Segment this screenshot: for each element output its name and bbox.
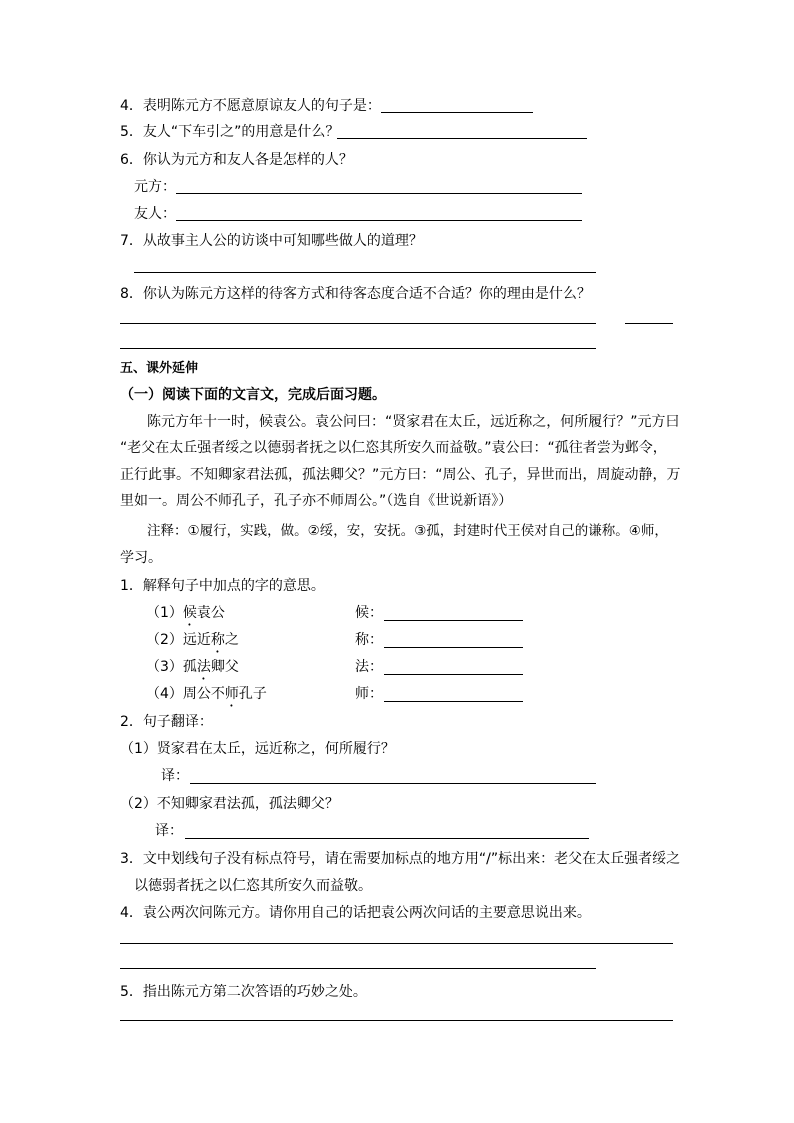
- passage-line-4: 里如一。周公不师孔子，孔子亦不师周公。”（选自《世说新语》）: [120, 493, 513, 509]
- q6-youren-label: 友人：: [134, 206, 176, 222]
- answer-line-q8-b[interactable]: [625, 323, 673, 324]
- passage-line-2: “老父在太丘强者绥之以德弱者抚之以仁恣其所安久而益敬。”袁公曰：“孤往者尝为邺令，: [120, 440, 667, 456]
- exercise-1: 1．解释句子中加点的字的意思。: [120, 578, 325, 594]
- q1-item-4: （4）周公不师孔子: [146, 686, 267, 702]
- passage-line-3: 正行此事。不知卿家君法孤，孤法卿父？”元方曰：“周公、孔子，异世而出，周旋动静，万: [120, 467, 681, 483]
- exercise-5: 5．指出陈元方第二次答语的巧妙之处。: [120, 984, 367, 1000]
- answer-line-q6-yuanfang[interactable]: [176, 193, 582, 194]
- answer-line-q4-a[interactable]: [120, 943, 673, 944]
- passage-line-1: 陈元方年十一时，候袁公。袁公问曰：“贤家君在太丘，远近称之，何所履行？”元方曰: [147, 414, 680, 430]
- answer-line-q8-a[interactable]: [120, 323, 596, 324]
- answer-line-q1-3[interactable]: [384, 674, 523, 675]
- q2-translate-label-1: 译：: [161, 768, 189, 784]
- answer-line-q1-4[interactable]: [384, 701, 523, 702]
- exercise-3-line-2: 以德弱者抚之以仁恣其所安久而益敬。: [134, 878, 372, 894]
- answer-line-q4-b[interactable]: [120, 968, 596, 969]
- q1-item-2-label: 称：: [355, 632, 383, 648]
- answer-line-q2-2[interactable]: [185, 838, 589, 839]
- exercise-4: 4．袁公两次问陈元方。请你用自己的话把袁公两次问话的主要意思说出来。: [120, 905, 591, 921]
- q1-item-1-label: 候：: [355, 605, 383, 621]
- question-5: 5．友人“下车引之”的用意是什么？: [120, 124, 340, 140]
- question-6: 6．你认为元方和友人各是怎样的人？: [120, 152, 353, 168]
- q2-sentence-2: （2）不知卿家君法孤，孤法卿父？: [120, 796, 339, 812]
- answer-line-q1-2[interactable]: [384, 647, 523, 648]
- q2-translate-label-2: 译：: [155, 823, 183, 839]
- section-heading-5: 五、课外延伸: [120, 361, 199, 376]
- q6-yuanfang-label: 元方：: [134, 179, 176, 195]
- q1-item-2: （2）远近称之: [146, 632, 239, 648]
- notes-line-1: 注释：①履行，实践，做。②绥，安，安抚。③孤，封建时代王侯对自己的谦称。④师，: [147, 523, 668, 539]
- answer-line-q4[interactable]: [381, 112, 533, 113]
- q2-sentence-1: （1）贤家君在太丘，远近称之，何所履行？: [120, 741, 395, 757]
- notes-line-2: 学习。: [120, 550, 162, 566]
- question-7: 7．从故事主人公的访谈中可知哪些做人的道理？: [120, 233, 423, 249]
- exercise-3-line-1: 3．文中划线句子没有标点符号，请在需要加标点的地方用“/”标出来：老父在太丘强者绥之: [120, 851, 681, 867]
- answer-line-q5[interactable]: [120, 1020, 673, 1021]
- q1-item-4-label: 师：: [355, 686, 383, 702]
- answer-line-q1-1[interactable]: [384, 620, 523, 621]
- question-8: 8．你认为陈元方这样的待客方式和待客态度合适不合适？你的理由是什么？: [120, 286, 591, 302]
- answer-line-q6-youren[interactable]: [176, 220, 582, 221]
- q1-item-1: （1）候袁公: [146, 605, 225, 621]
- q1-item-3-label: 法：: [355, 659, 383, 675]
- answer-line-q7[interactable]: [134, 272, 596, 273]
- answer-line-q8-c[interactable]: [120, 348, 596, 349]
- answer-line-q5[interactable]: [337, 138, 587, 139]
- question-4: 4．表明陈元方不愿意原谅友人的句子是：: [120, 98, 381, 114]
- exercise-2: 2．句子翻译：: [120, 714, 213, 730]
- answer-line-q2-1[interactable]: [190, 783, 596, 784]
- q1-item-3: （3）孤法卿父: [146, 659, 239, 675]
- reading-instruction: （一）阅读下面的文言文，完成后面习题。: [120, 387, 386, 403]
